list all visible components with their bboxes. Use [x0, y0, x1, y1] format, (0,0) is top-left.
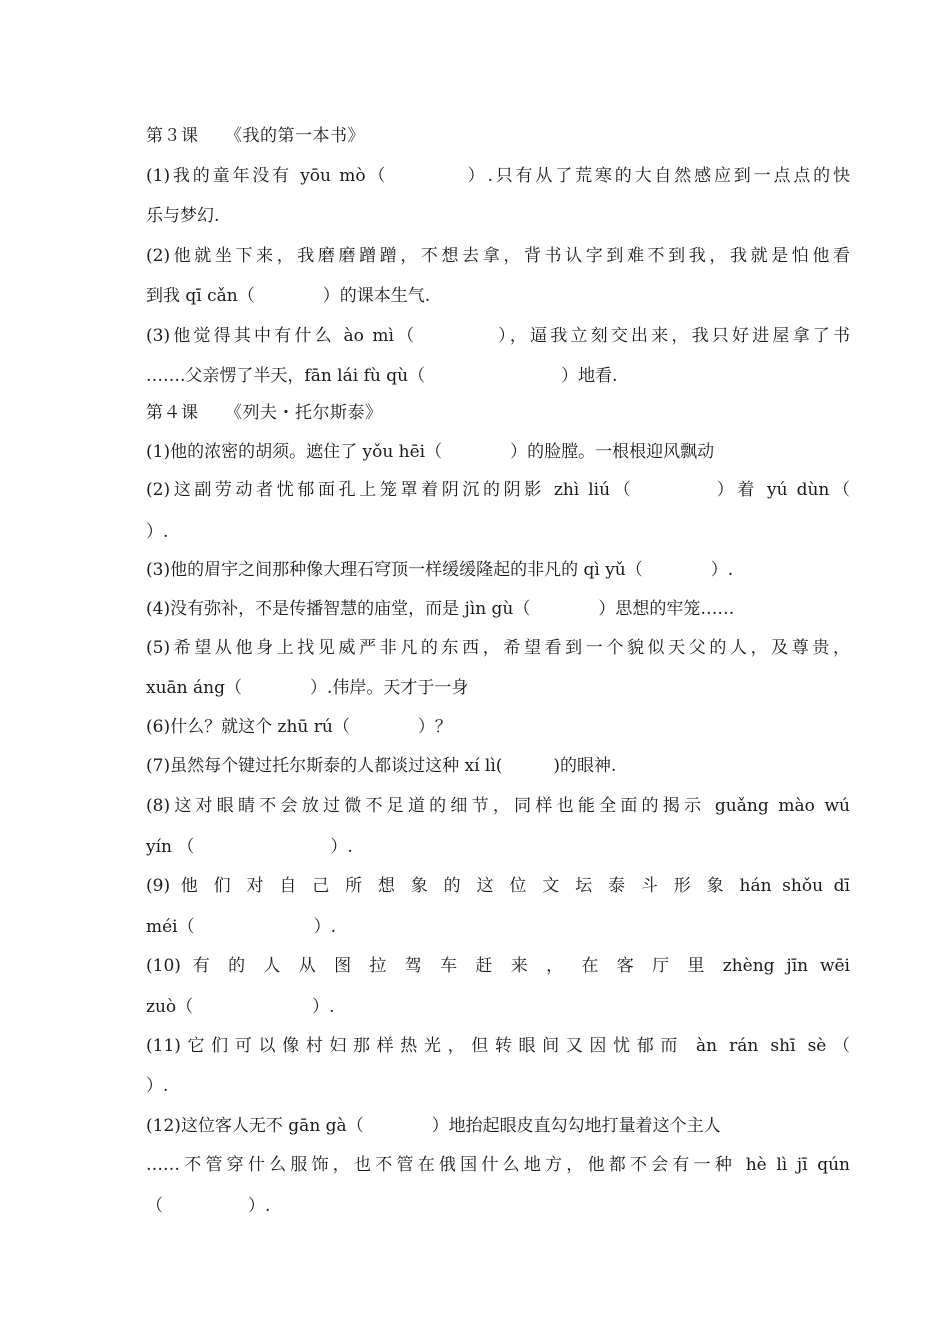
lesson-4-q6: (6)什么？就这个 zhū rú（ ）？	[146, 717, 452, 737]
lesson-3-q1-line1: (1)我的童年没有 yōu mò（ ）.只有从了荒寒的大自然感应到一点点的快	[146, 166, 850, 186]
lesson-4-q5-line1: (5)希望从他身上找见威严非凡的东西，希望看到一个貌似天父的人，及尊贵，	[146, 638, 850, 658]
lesson-4-q2-line1: (2)这副劳动者忧郁面孔上笼罩着阴沉的阴影 zhì liú（ ）着 yú dùn（	[146, 480, 850, 500]
lesson-4-q7: (7)虽然每个键过托尔斯泰的人都谈过这种 xí lì( )的眼神.	[146, 756, 617, 776]
lesson-3-q3-line1: (3)他觉得其中有什么 ào mì（ ），逼我立刻交出来，我只好进屋拿了书	[146, 326, 850, 346]
lesson-4-q11-line2: ）.	[146, 1076, 169, 1096]
lesson-4-q9-line2: méi（ ）.	[146, 917, 337, 937]
lesson-4-title: 第４课 《列夫・托尔斯泰》	[146, 403, 383, 423]
lesson-4-q5-line2: xuān áng（ ）.伟岸。天才于一身	[146, 678, 469, 698]
lesson-4-q8-line1: (8)这对眼睛不会放过微不足道的细节，同样也能全面的揭示 guǎng mào wú	[146, 796, 850, 816]
lesson-4-q4: (4)没有弥补，不是传播智慧的庙堂，而是 jìn gù（ ）思想的牢笼……	[146, 599, 735, 619]
lesson-4-q8-line2: yín （ ）.	[146, 837, 353, 857]
lesson-3-q2-line1: (2)他就坐下来，我磨磨蹭蹭，不想去拿，背书认字到难不到我，我就是怕他看	[146, 246, 850, 266]
lesson-4-q1: (1)他的浓密的胡须。遮住了 yǒu hēi（ ）的脸膛。一根根迎风飘动	[146, 442, 715, 462]
lesson-4-q10-line2: zuò（ ）.	[146, 997, 335, 1017]
lesson-3-q1-line2: 乐与梦幻.	[146, 206, 220, 226]
lesson-4-q3: (3)他的眉宇之间那种像大理石穹顶一样缓缓隆起的非凡的 qì yǔ（ ）.	[146, 560, 734, 580]
lesson-4-q12-line3: （ ）.	[146, 1196, 271, 1216]
lesson-3-q3-line2: …….父亲愣了半天，fān lái fù qù（ ）地看.	[146, 366, 618, 386]
lesson-4-q11-line1: (11)它们可以像村妇那样热光，但转眼间又因忧郁而 àn rán shī sè（	[146, 1036, 850, 1056]
lesson-4-q10-line1: (10) 有 的 人 从 图 拉 驾 车 赶 来 ， 在 客 厅 里 zhèng jīn wēi	[146, 956, 850, 976]
lesson-4-q2-line2: ）.	[146, 522, 169, 542]
lesson-4-q9-line1: (9) 他 们 对 自 己 所 想 象 的 这 位 文 坛 泰 斗 形 象 hán shǒu dī	[146, 876, 850, 896]
lesson-3-q2-line2: 到我 qī cǎn（ ）的课本生气.	[146, 286, 431, 306]
lesson-4-q12-line1: (12)这位客人无不 gān gà（ ）地抬起眼皮直勾勾地打量着这个主人	[146, 1116, 721, 1136]
lesson-3-title: 第３课 《我的第一本书》	[146, 126, 365, 146]
lesson-4-q12-line2: ……不管穿什么服饰，也不管在俄国什么地方，他都不会有一种 hè lì jī qún	[146, 1155, 850, 1175]
